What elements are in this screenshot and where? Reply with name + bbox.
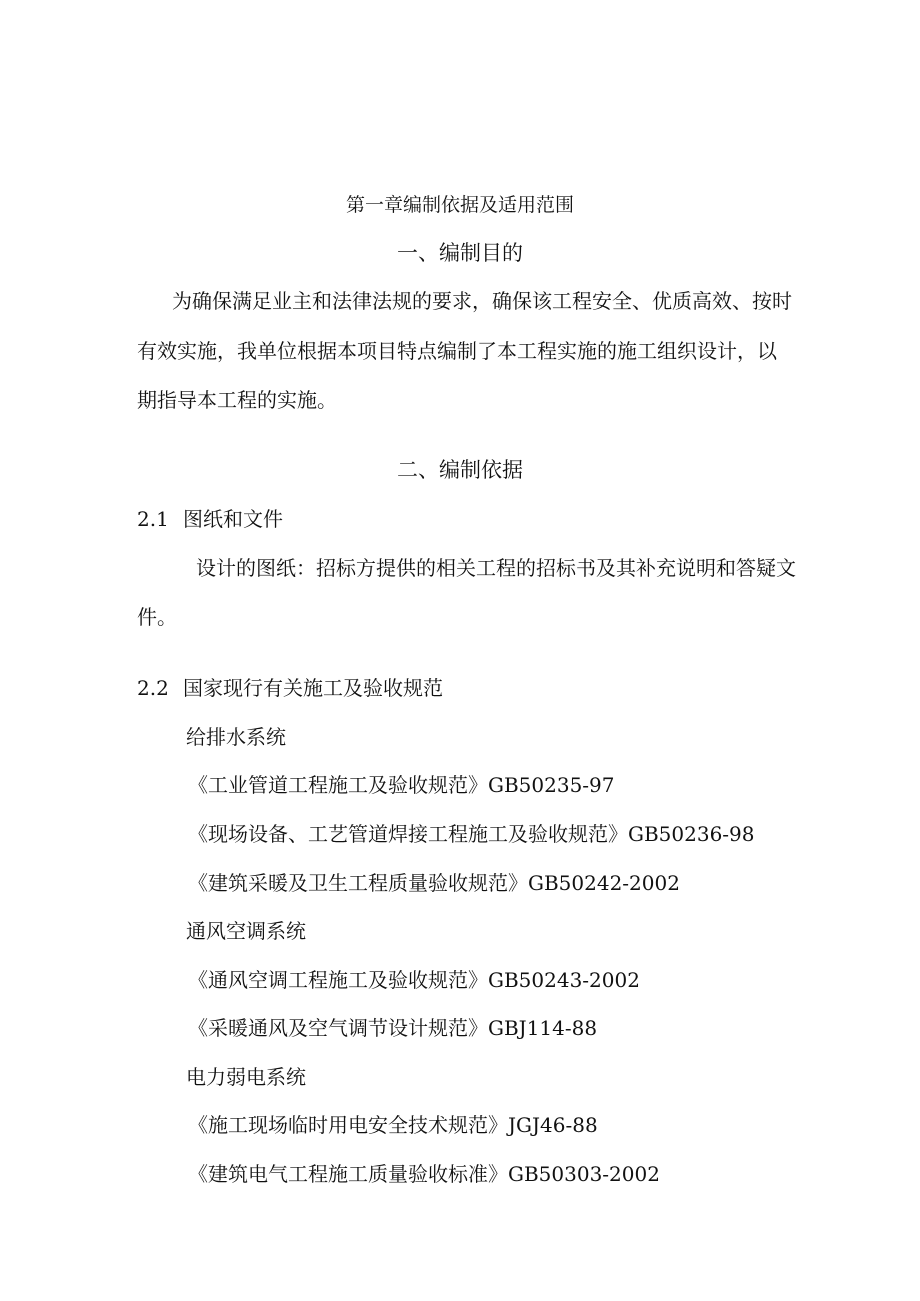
standard-item: 《施工现场临时用电安全技术规范》JGJ46-88 [188, 1113, 598, 1137]
paragraph-line: 为确保满足业主和法律法规的要求，确保该工程安全、优质高效、按时 [172, 289, 792, 313]
paragraph-line: 期指导本工程的实施。 [137, 388, 337, 412]
subsection-heading-drawings [137, 509, 283, 529]
subsection-number: 2.2 [137, 676, 169, 700]
subsection-title: 图纸和文件 [183, 507, 283, 531]
subsection-title: 国家现行有关施工及验收规范 [183, 676, 443, 700]
paragraph-line: 设计的图纸：招标方提供的相关工程的招标书及其补充说明和答疑文 [196, 556, 796, 580]
subsection-number: 2.1 [137, 507, 169, 531]
paragraph-line: 件。 [137, 605, 177, 629]
standard-item: 《通风空调工程施工及验收规范》GB50243-2002 [188, 968, 640, 992]
standard-item: 《现场设备、工艺管道焊接工程施工及验收规范》GB50236-98 [188, 822, 755, 846]
section-heading-basis: 二、编制依据 [397, 458, 523, 482]
subsection-heading-standards [137, 678, 443, 698]
section-heading-purpose: 一、编制目的 [397, 241, 523, 265]
standard-item: 《工业管道工程施工及验收规范》GB50235-97 [188, 773, 615, 797]
standard-item: 《建筑电气工程施工质量验收标准》GB50303-2002 [188, 1162, 660, 1186]
standard-item: 《采暖通风及空气调节设计规范》GBJ114-88 [188, 1016, 598, 1040]
category-electrical: 电力弱电系统 [186, 1065, 306, 1089]
category-water-supply-drainage: 给排水系统 [186, 725, 286, 749]
standard-item: 《建筑采暖及卫生工程质量验收规范》GB50242-2002 [188, 871, 680, 895]
chapter-title: 第一章编制依据及适用范围 [345, 194, 574, 216]
category-hvac: 通风空调系统 [186, 919, 306, 943]
paragraph-line: 有效实施，我单位根据本项目特点编制了本工程实施的施工组织设计，以 [137, 339, 777, 363]
